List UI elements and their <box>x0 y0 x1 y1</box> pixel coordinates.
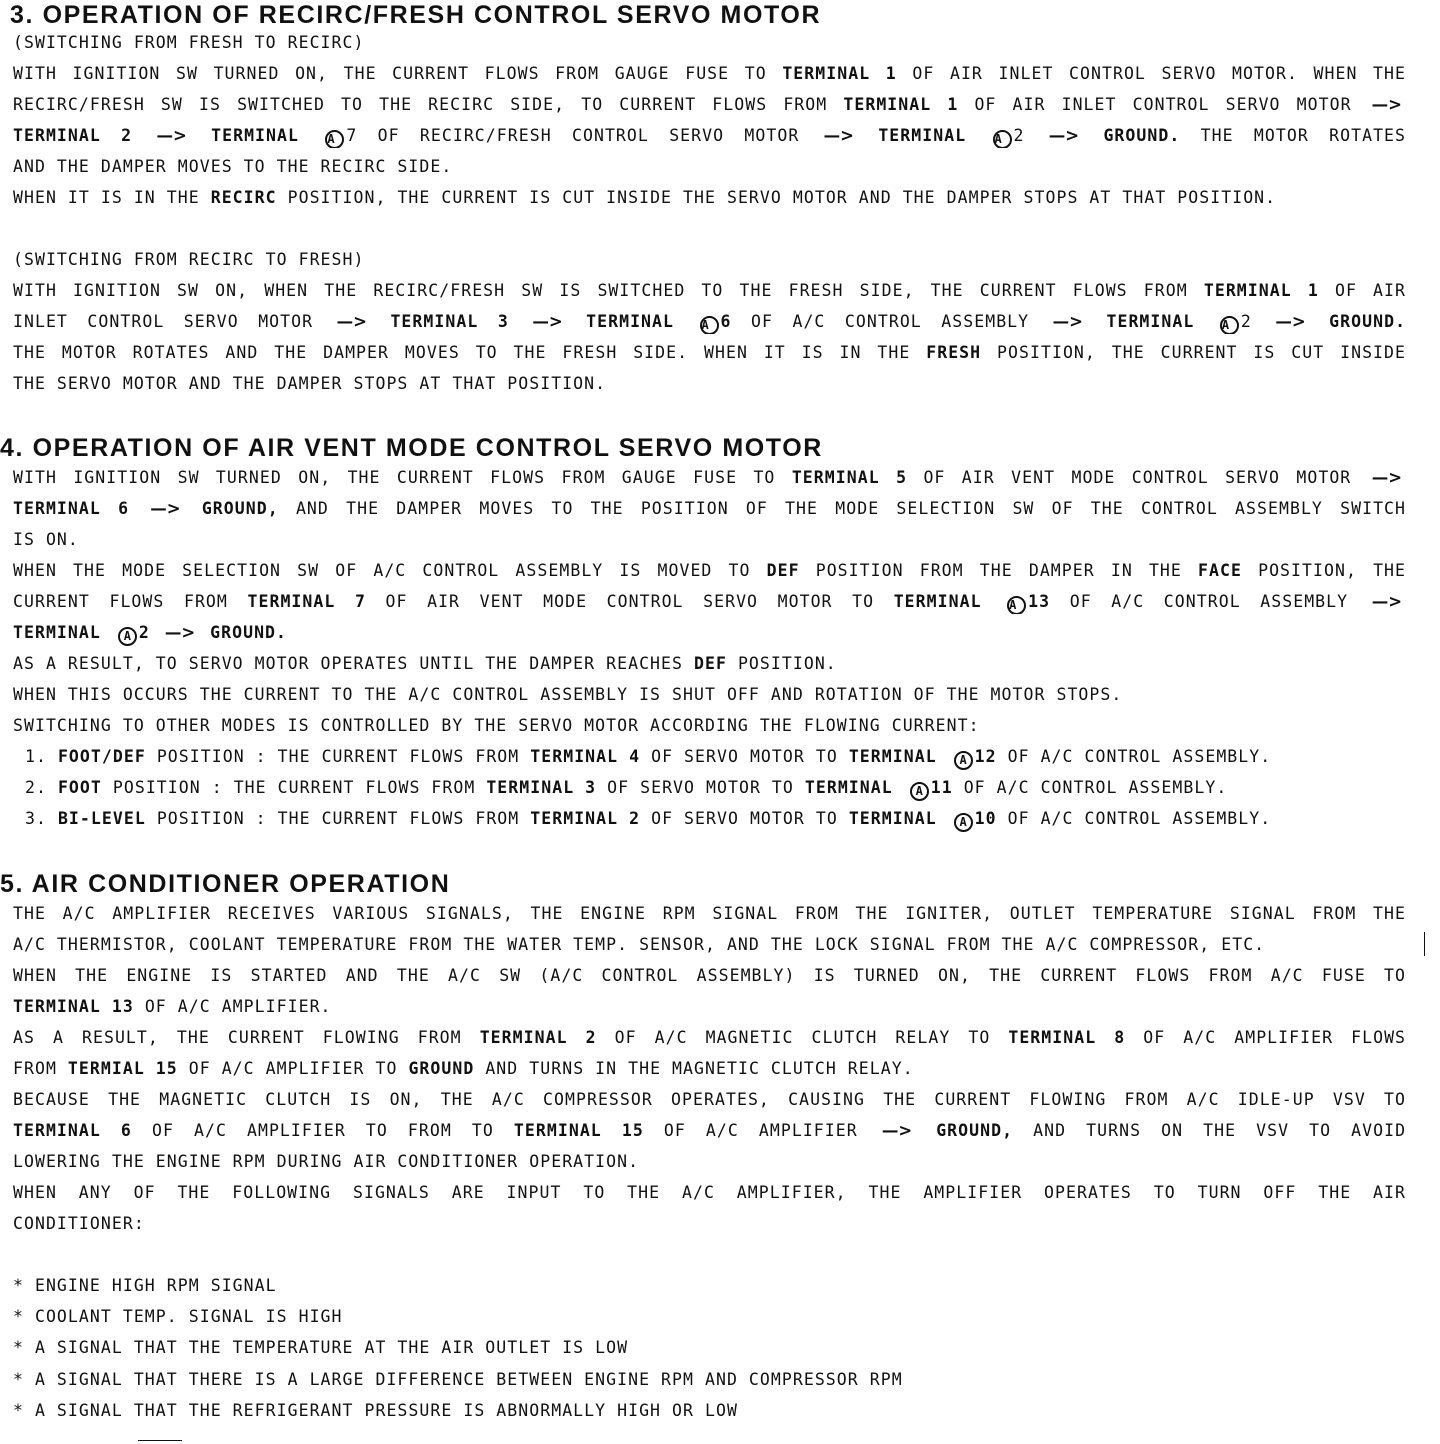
text: POSITION FROM THE DAMPER IN THE <box>815 561 1182 580</box>
terminal-label: TERMINAL <box>13 623 101 642</box>
bullet-item: * ENGINE HIGH RPM SIGNAL <box>13 1276 277 1295</box>
text: AND TURNS IN THE MAGNETIC CLUTCH RELAY. <box>485 1059 914 1078</box>
text: WHEN IT IS IN THE <box>13 188 200 207</box>
text: THE MOTOR ROTATES <box>1200 126 1406 145</box>
section-3-sub1-heading: (SWITCHING FROM FRESH TO RECIRC) <box>13 33 365 52</box>
terminal-label: TERMINAL 15 <box>513 1121 644 1140</box>
ground-label: GROUND, <box>936 1121 1014 1140</box>
section-5-title: 5. AIR CONDITIONER OPERATION <box>0 870 451 898</box>
section-4-line-5 <box>13 590 1406 614</box>
circled-a-icon: A <box>993 130 1012 148</box>
terminal-label: TERMINAL 3 <box>390 312 509 331</box>
terminal-label: TERMINAL <box>893 592 982 611</box>
position-label: RECIRC <box>210 188 277 207</box>
text: POSITION, THE CURRENT IS CUT INSIDE <box>997 343 1406 362</box>
terminal-label: TERMINAL 2 <box>530 809 641 828</box>
section-3-sub2-line-3 <box>13 341 1406 365</box>
arrow-icon: —> <box>336 312 367 331</box>
section-3-sub2-line-1 <box>13 279 1406 303</box>
text: OF SERVO MOTOR TO <box>651 809 838 828</box>
text: POSITION : THE CURRENT FLOWS FROM <box>156 809 520 828</box>
position-label: DEF <box>766 561 800 580</box>
arrow-icon: —> <box>1048 126 1080 145</box>
text: OF A/C AMPLIFIER TO <box>188 1059 398 1078</box>
text: POSITION, THE <box>1258 561 1406 580</box>
text: INLET CONTROL SERVO MOTOR <box>13 312 314 331</box>
terminal-label: TERMINAL <box>848 809 937 828</box>
arrow-icon: —> <box>1371 95 1402 114</box>
section-5-line-3: WHEN THE ENGINE IS STARTED AND THE A/C SW (A/C CONTROL ASSEMBLY) IS TURNED ON, THE CURRENT FLOWS FROM A/C FUSE TO <box>13 966 1406 985</box>
position-label: DEF <box>694 654 727 673</box>
text: 13 <box>1028 592 1051 611</box>
list-number: 1. <box>25 747 47 766</box>
arrow-icon: —> <box>150 499 181 518</box>
text: OF AIR INLET CONTROL SERVO MOTOR. WHEN THE <box>912 64 1406 83</box>
text: POSITION : THE CURRENT FLOWS FROM <box>156 747 520 766</box>
text: FROM <box>13 1059 57 1078</box>
terminal-label: TERMINAL 2 <box>479 1028 597 1047</box>
bullet-item: * A SIGNAL THAT THERE IS A LARGE DIFFERENCE BETWEEN ENGINE RPM AND COMPRESSOR RPM <box>13 1370 903 1389</box>
terminal-label: TERMIAL 15 <box>67 1059 178 1078</box>
section-4-line-1 <box>13 466 1406 490</box>
bullet-item: * A SIGNAL THAT THE TEMPERATURE AT THE AIR OUTLET IS LOW <box>13 1338 629 1357</box>
text: OF A/C AMPLIFIER TO FROM TO <box>151 1121 494 1140</box>
text: WITH IGNITION SW TURNED ON, THE CURRENT FLOWS FROM GAUGE FUSE TO <box>13 468 776 487</box>
terminal-label: TERMINAL 1 <box>843 95 959 114</box>
section-3-sub1-line-3 <box>13 124 1406 148</box>
section-4-line-8: WHEN THIS OCCURS THE CURRENT TO THE A/C CONTROL ASSEMBLY IS SHUT OFF AND ROTATION OF THE MOTOR STOPS. <box>13 685 1123 704</box>
section-3-sub1-line-5 <box>13 186 1276 210</box>
text: 2 <box>138 623 150 642</box>
terminal-label: TERMINAL 2 <box>13 126 133 145</box>
bullet-item: * A SIGNAL THAT THE REFRIGERANT PRESSURE IS ABNORMALLY HIGH OR LOW <box>13 1401 738 1420</box>
text: OF A/C CONTROL ASSEMBLY. <box>1007 747 1272 766</box>
section-5-line-2: A/C THERMISTOR, COOLANT TEMPERATURE FROM THE WATER TEMP. SENSOR, AND THE LOCK SIGNAL FROM THE A/C COMPRESSOR, ETC. <box>13 935 1266 954</box>
terminal-label: TERMINAL 1 <box>1203 281 1319 300</box>
list-number: 3. <box>25 809 47 828</box>
section-4-list-item-2 <box>25 776 1227 801</box>
text: 7 OF RECIRC/FRESH CONTROL SERVO MOTOR <box>346 126 800 145</box>
text: OF A/C MAGNETIC CLUTCH RELAY TO <box>614 1028 991 1047</box>
text: OF AIR INLET CONTROL SERVO MOTOR <box>974 95 1352 114</box>
section-4-line-4 <box>13 559 1406 583</box>
text: OF A/C CONTROL ASSEMBLY. <box>1007 809 1272 828</box>
section-4-list-item-3 <box>25 807 1271 832</box>
text: OF AIR VENT MODE CONTROL SERVO MOTOR TO <box>385 592 875 611</box>
arrow-icon: —> <box>164 623 196 642</box>
text: AND TURNS ON THE VSV TO AVOID <box>1033 1121 1406 1140</box>
section-3-sub2-line-2 <box>13 310 1406 334</box>
section-5-line-4 <box>13 995 332 1019</box>
text: 2 <box>1013 126 1025 145</box>
terminal-label: TERMINAL 8 <box>1008 1028 1126 1047</box>
text: OF A/C AMPLIFIER FLOWS <box>1143 1028 1406 1047</box>
ground-label: GROUND. <box>1329 312 1406 331</box>
text: OF AIR VENT MODE CONTROL SERVO MOTOR <box>923 468 1352 487</box>
section-5-line-8 <box>13 1119 1406 1143</box>
ground-label: GROUND, <box>201 499 279 518</box>
text: WITH IGNITION SW ON, WHEN THE RECIRC/FRESH SW IS SWITCHED TO THE FRESH SIDE, THE CURRENT FLOWS FROM <box>13 281 1188 300</box>
section-4-line-6 <box>13 621 287 646</box>
text: OF SERVO MOTOR TO <box>607 778 794 797</box>
section-5-line-6 <box>13 1057 914 1081</box>
arrow-icon: —> <box>1052 312 1083 331</box>
arrow-icon: —> <box>1371 468 1403 487</box>
terminal-label: TERMINAL 1 <box>782 64 897 83</box>
section-3-sub2-line-4: THE SERVO MOTOR AND THE DAMPER STOPS AT THAT POSITION. <box>13 374 607 393</box>
section-5-line-10: WHEN ANY OF THE FOLLOWING SIGNALS ARE INPUT TO THE A/C AMPLIFIER, THE AMPLIFIER OPERATES TO TURN OFF THE AIR <box>13 1183 1406 1202</box>
text: 10 <box>974 809 997 828</box>
arrow-icon: —> <box>1275 312 1306 331</box>
terminal-label: TERMINAL <box>804 778 893 797</box>
text: POSITION : THE CURRENT FLOWS FROM <box>112 778 476 797</box>
arrow-icon: —> <box>156 126 187 145</box>
text: WHEN THE MODE SELECTION SW OF A/C CONTROL ASSEMBLY IS MOVED TO <box>13 561 751 580</box>
ground-label: GROUND. <box>1103 126 1181 145</box>
section-3-sub1-line-2 <box>13 93 1406 117</box>
margin-mark <box>1424 932 1425 956</box>
section-3-sub2-heading: (SWITCHING FROM RECIRC TO FRESH) <box>13 250 365 269</box>
terminal-label: TERMINAL 6 <box>13 1121 132 1140</box>
position-label: FRESH <box>926 343 982 362</box>
text: CURRENT FLOWS FROM <box>13 592 228 611</box>
text: WITH IGNITION SW TURNED ON, THE CURRENT FLOWS FROM GAUGE FUSE TO <box>13 64 767 83</box>
arrow-icon: —> <box>1371 592 1403 611</box>
circled-a-icon: A <box>118 627 137 646</box>
circled-a-icon: A <box>700 316 719 334</box>
terminal-label: TERMINAL <box>878 126 967 145</box>
terminal-label: TERMINAL <box>211 126 299 145</box>
circled-a-icon: A <box>1220 316 1239 334</box>
text: OF A/C CONTROL ASSEMBLY. <box>963 778 1228 797</box>
section-4-title: 4. OPERATION OF AIR VENT MODE CONTROL SERVO MOTOR <box>0 434 823 462</box>
section-4-line-7 <box>13 652 837 676</box>
text: AS A RESULT, TO SERVO MOTOR OPERATES UNTIL THE DAMPER REACHES <box>13 654 684 673</box>
arrow-icon: —> <box>823 126 854 145</box>
section-4-line-3: IS ON. <box>13 530 79 549</box>
text: AND THE DAMPER MOVES TO THE POSITION OF THE MODE SELECTION SW OF THE CONTROL ASSEMBLY SWITCH <box>295 499 1406 518</box>
circled-a-icon: A <box>954 751 973 770</box>
terminal-label: TERMINAL 6 <box>13 499 130 518</box>
terminal-label: TERMINAL <box>586 312 675 331</box>
text: OF SERVO MOTOR TO <box>651 747 838 766</box>
circled-a-icon: A <box>325 130 344 148</box>
section-3-sub1-line-4: AND THE DAMPER MOVES TO THE RECIRC SIDE. <box>13 157 453 176</box>
text: OF A/C AMPLIFIER <box>663 1121 858 1140</box>
section-5-line-9: LOWERING THE ENGINE RPM DURING AIR CONDITIONER OPERATION. <box>13 1152 640 1171</box>
section-4-list-item-1 <box>25 745 1271 770</box>
terminal-label: TERMINAL 4 <box>530 747 641 766</box>
bullet-item: * COOLANT TEMP. SIGNAL IS HIGH <box>13 1307 343 1326</box>
position-label: FOOT/DEF <box>57 747 146 766</box>
text: 12 <box>974 747 997 766</box>
terminal-label: TERMINAL 13 <box>13 997 134 1016</box>
text: POSITION, THE CURRENT IS CUT INSIDE THE SERVO MOTOR AND THE DAMPER STOPS AT THAT POSITION. <box>287 188 1277 207</box>
arrow-icon: —> <box>532 312 563 331</box>
section-5-line-5 <box>13 1026 1406 1050</box>
section-5-line-7: BECAUSE THE MAGNETIC CLUTCH IS ON, THE A/C COMPRESSOR OPERATES, CAUSING THE CURRENT FLOWING FROM A/C IDLE-UP VSV TO <box>13 1090 1406 1109</box>
text: 6 <box>720 312 732 331</box>
section-4-line-2 <box>13 497 1406 521</box>
text: OF AIR <box>1334 281 1406 300</box>
position-label: BI-LEVEL <box>57 809 146 828</box>
circled-a-icon: A <box>954 813 973 832</box>
section-5-line-1: THE A/C AMPLIFIER RECEIVES VARIOUS SIGNALS, THE ENGINE RPM SIGNAL FROM THE IGNITER, OUTLET TEMPERATURE SIGNAL FROM THE <box>13 904 1406 923</box>
text: THE MOTOR ROTATES AND THE DAMPER MOVES TO THE FRESH SIDE. WHEN IT IS IN THE <box>13 343 911 362</box>
section-5-line-11: CONDITIONER: <box>13 1214 145 1233</box>
list-number: 2. <box>25 778 47 797</box>
footer-rule <box>138 1440 182 1441</box>
text: RECIRC/FRESH SW IS SWITCHED TO THE RECIRC SIDE, TO CURRENT FLOWS FROM <box>13 95 828 114</box>
terminal-label: TERMINAL <box>1106 312 1195 331</box>
section-3-title: 3. OPERATION OF RECIRC/FRESH CONTROL SERVO MOTOR <box>10 1 822 29</box>
ground-label: GROUND <box>408 1059 475 1078</box>
terminal-label: TERMINAL <box>848 747 937 766</box>
section-4-line-9: SWITCHING TO OTHER MODES IS CONTROLLED BY THE SERVO MOTOR ACCORDING THE FLOWING CURRENT: <box>13 716 980 735</box>
circled-a-icon: A <box>1007 596 1026 614</box>
text: OF A/C CONTROL ASSEMBLY <box>751 312 1030 331</box>
circled-a-icon: A <box>910 782 929 801</box>
section-3-sub1-line-1 <box>13 62 1406 86</box>
position-label: FACE <box>1198 561 1242 580</box>
text: AS A RESULT, THE CURRENT FLOWING FROM <box>13 1028 462 1047</box>
text: OF A/C CONTROL ASSEMBLY <box>1069 592 1349 611</box>
ground-label: GROUND. <box>210 623 288 642</box>
text: POSITION. <box>737 654 837 673</box>
position-label: FOOT <box>57 778 102 797</box>
terminal-label: TERMINAL 7 <box>247 592 366 611</box>
text: 2 <box>1240 312 1252 331</box>
text: OF A/C AMPLIFIER. <box>144 997 332 1016</box>
arrow-icon: —> <box>881 1121 913 1140</box>
terminal-label: TERMINAL 3 <box>486 778 597 797</box>
terminal-label: TERMINAL 5 <box>791 468 908 487</box>
text: 11 <box>930 778 953 797</box>
